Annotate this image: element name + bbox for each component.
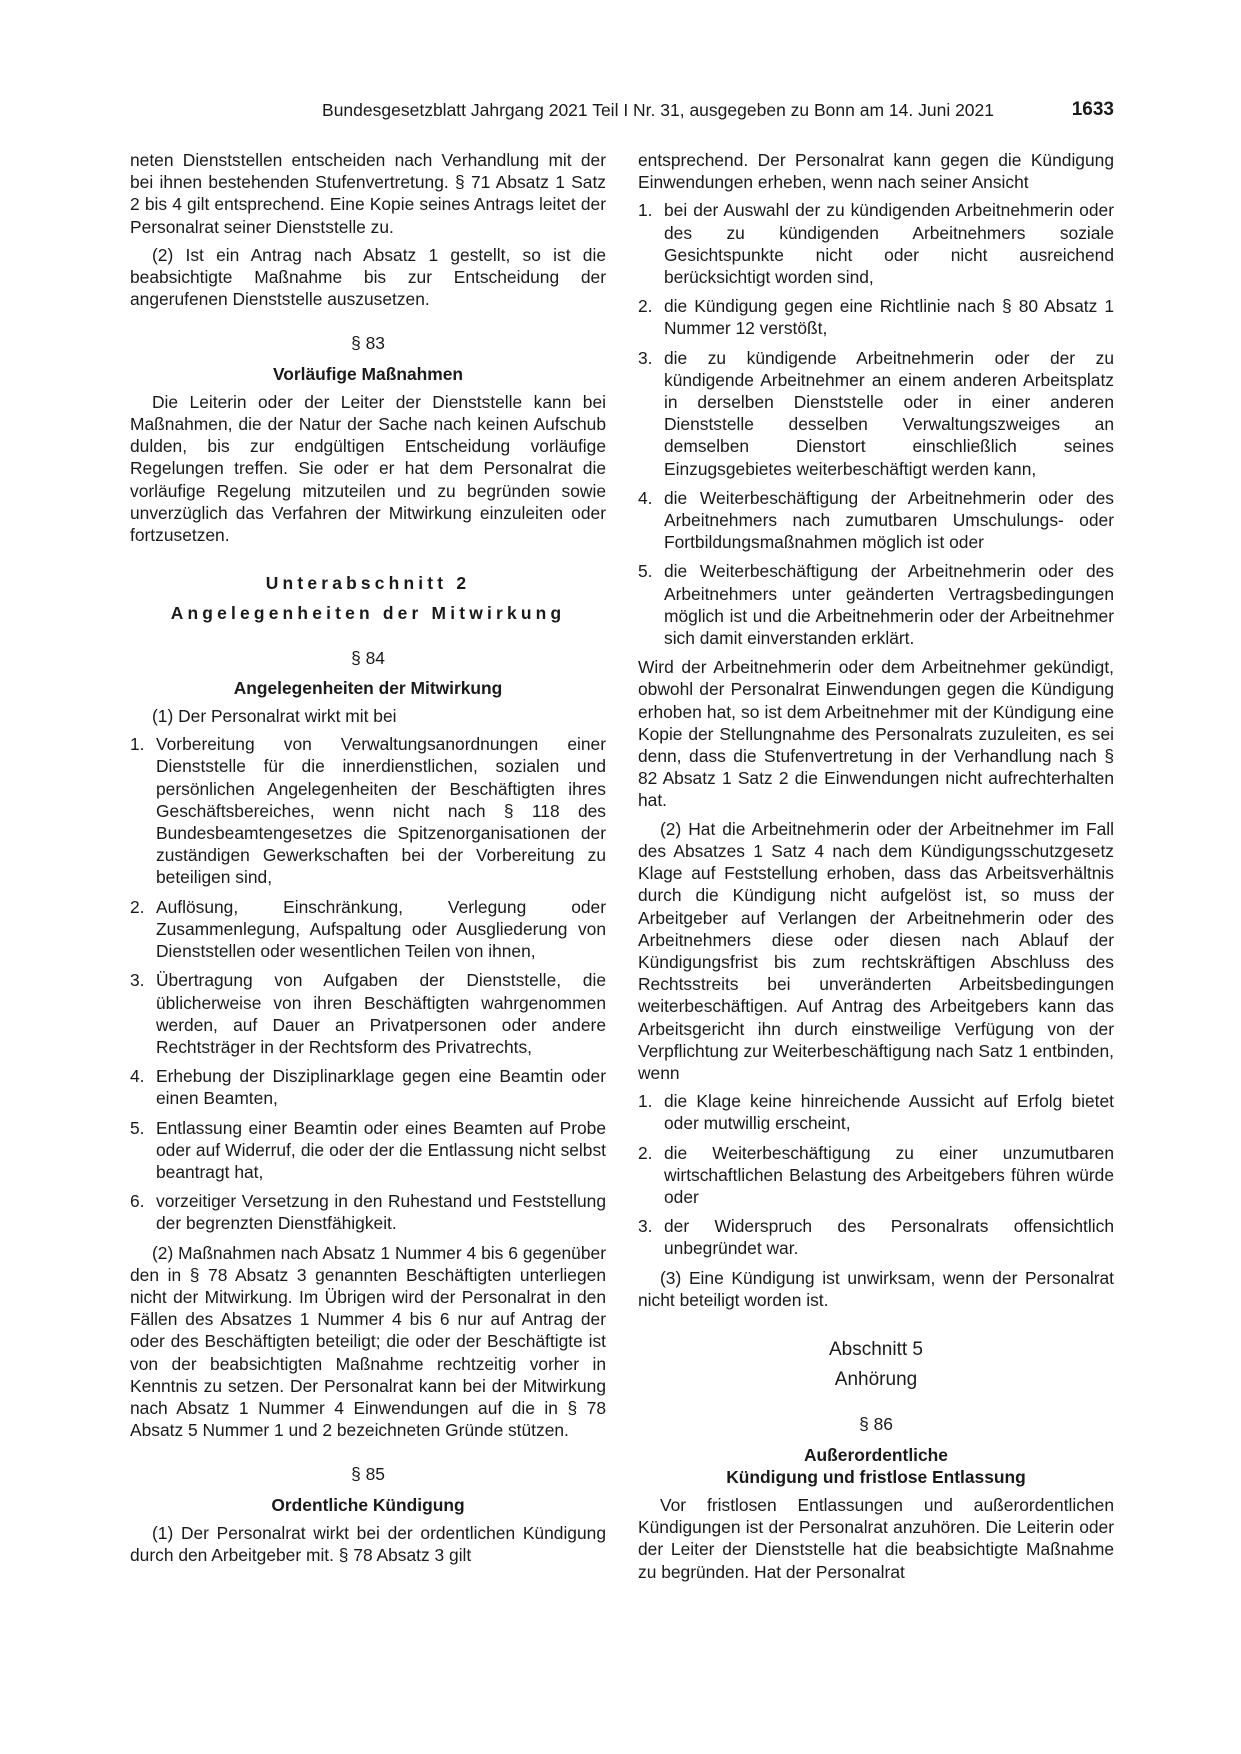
list-number: 4. (638, 487, 653, 508)
list-text: die Weiterbeschäftigung zu einer unzumutbaren wirtschaftlichen Belastung des Arbeitgebers führen würde oder (664, 1142, 1114, 1207)
section-number: § 83 (351, 333, 385, 354)
section-title: Angelegenheiten der Mitwirkung (233, 677, 503, 698)
page-number: 1633 (1071, 99, 1114, 120)
list-item (638, 347, 1114, 480)
list-number: 2. (130, 896, 145, 917)
section-title: Ordentliche Kündigung (271, 1494, 465, 1515)
paragraph: neten Dienststellen entscheiden nach Verhandlung mit der bei ihnen bestehenden Stufenvertretung. § 71 Absatz 1 Satz 2 bis 4 gilt entsprechend. Eine Kopie seines Antrags leitet der Personalrat seiner Dienststelle zu. (130, 150, 606, 237)
list-number: 2. (638, 1142, 653, 1163)
list-item (638, 199, 1114, 288)
list-number: 1. (638, 1091, 653, 1112)
list-item (130, 896, 606, 963)
list-number: 1. (130, 734, 145, 755)
list-text: Vorbereitung von Verwaltungsanordnungen einer Dienststelle für die innerdienstlichen, sozialen und persönlichen Angelegenheiten der Beschäftigten ihres Geschäftsbereiches, wenn nicht nach § 118 des Bundesbeamtengesetzes die Spitzenorganisationen der zuständigen Gewerkschaften bei der Vorbereitung zu beteiligen sind, (156, 734, 606, 888)
list-text: die Weiterbeschäftigung der Arbeitnehmerin oder des Arbeitnehmers nach zumutbaren Umschulungs- oder Fortbildungsmaßnahmen möglich ist oder (664, 487, 1114, 553)
section-number: § 85 (351, 1464, 385, 1485)
list-text: Auflösung, Einschränkung, Verlegung oder Zusammenlegung, Aufspaltung oder Ausgliederung von Dienststellen oder wesentlichen Teilen von ihnen, (156, 896, 606, 962)
list-text: Übertragung von Aufgaben der Dienststelle, die üblicherweise von ihren Beschäftigten wahrgenommen werden, auf Dauer an Privatpersonen oder andere Rechtsträger in der Rechtsform des Privatrechts, (156, 970, 606, 1057)
list-item (130, 969, 606, 1058)
numbered-list (130, 733, 606, 1234)
list-item (130, 733, 606, 888)
list-text: die Kündigung gegen eine Richtlinie nach § 80 Absatz 1 Nummer 12 verstößt, (664, 296, 1114, 339)
paragraph: (1) Der Personalrat wirkt mit bei (152, 706, 397, 727)
list-item (638, 1090, 1114, 1134)
list-number: 6. (130, 1191, 145, 1212)
section-title: Vorläufige Maßnahmen (272, 363, 464, 384)
list-item (638, 487, 1114, 554)
list-item (638, 1142, 1114, 1209)
section-title: Außerordentliche (804, 1444, 948, 1465)
section-number: § 86 (859, 1414, 893, 1435)
numbered-list (638, 1090, 1114, 1259)
list-number: 3. (130, 970, 145, 991)
list-item (130, 1190, 606, 1234)
list-number: 5. (638, 561, 653, 582)
list-text: bei der Auswahl der zu kündigenden Arbeitnehmerin oder des zu kündigenden Arbeitnehmers soziale Gesichtspunkte nicht oder nicht ausreichend berücksichtigt worden sind, (664, 200, 1114, 288)
list-text: die Weiterbeschäftigung der Arbeitnehmerin oder des Arbeitnehmers unter geänderten Vertragsbedingungen möglich ist und die Arbeitnehmerin oder der Arbeitnehmer sich damit einverstanden erklärt. (664, 561, 1114, 649)
list-number: 2. (638, 296, 653, 317)
paragraph: Wird der Arbeitnehmerin oder dem Arbeitnehmer gekündigt, obwohl der Personalrat Einwendungen gegen die Kündigung erhoben hat, so ist dem Arbeitnehmer mit der Kündigung eine Kopie der Stellungnahme des Personalrats zuzuleiten, es sei denn, dass die Stufenvertretung in der Verhandlung nach § 82 Absatz 1 Satz 2 die Einwendungen nicht aufrechterhalten hat. (638, 657, 1114, 811)
paragraph: Vor fristlosen Entlassungen und außerordentlichen Kündigungen ist der Personalrat anzuhören. Die Leiterin oder der Leiter der Dienststelle hat die beabsichtigte Maßnahme zu begründen. Hat der Personalrat (638, 1494, 1114, 1582)
list-text: die zu kündigende Arbeitnehmerin oder der zu kündigende Arbeitnehmer an einem anderen Arbeitsplatz in derselben Dienststelle oder in einer anderen Dienststelle desselben Verwaltungszweiges an demselben Dienstort einschließlich seines Einzugsgebietes weiterbeschäftigt werden kann, (664, 347, 1114, 479)
list-text: Entlassung einer Beamtin oder eines Beamten auf Probe oder auf Widerruf, die oder der die Entlassung nicht selbst beantragt hat, (156, 1117, 606, 1182)
list-number: 4. (130, 1066, 145, 1087)
section-number: § 84 (351, 647, 385, 668)
list-text: der Widerspruch des Personalrats offensichtlich unbegründet war. (664, 1216, 1114, 1259)
list-number: 3. (638, 1216, 653, 1237)
chapter-title: Anhörung (834, 1369, 918, 1391)
numbered-list (638, 199, 1114, 649)
list-number: 3. (638, 347, 653, 368)
list-item (130, 1117, 606, 1184)
subsection-title: Angelegenheiten der Mitwirkung (170, 603, 566, 624)
list-item (638, 1215, 1114, 1259)
paragraph: Die Leiterin oder der Leiter der Dienststelle kann bei Maßnahmen, die der Natur der Sache nach keinen Aufschub dulden, bis zur endgültigen Entscheidung vorläufige Regelungen treffen. Sie oder er hat dem Personalrat die vorläufige Regelung mitzuteilen und zu begründen sowie unverzüglich das Verfahren der Mitwirkung einzuleiten oder fortzusetzen. (130, 391, 606, 546)
section-title: Kündigung und fristlose Entlassung (726, 1466, 1026, 1487)
subsection-label: Unterabschnitt 2 (265, 573, 471, 594)
page-header (130, 100, 1114, 126)
paragraph: entsprechend. Der Personalrat kann gegen die Kündigung Einwendungen erheben, wenn nach seiner Ansicht (638, 150, 1114, 193)
running-title: Bundesgesetzblatt Jahrgang 2021 Teil I Nr. 31, ausgegeben zu Bonn am 14. Juni 2021 (322, 100, 994, 120)
paragraph: (2) Maßnahmen nach Absatz 1 Nummer 4 bis 6 gegenüber den in § 78 Absatz 3 genannten Beschäftigten unterliegen nicht der Mitwirkung. Im Übrigen wird der Personalrat in den Fällen des Absatzes 1 Nummer 4 bis 6 nur auf Antrag der oder des Beschäftigten beteiligt; die oder der Beschäftigte ist von der beabsichtigten Maßnahme rechtzeitig vorher in Kenntnis zu setzen. Der Personalrat kann bei der Mitwirkung nach Absatz 1 Nummer 4 Einwendungen auf die in § 78 Absatz 5 Nummer 1 und 2 bezeichneten Gründe stützen. (130, 1242, 606, 1441)
chapter-label: Abschnitt 5 (829, 1338, 923, 1360)
list-item (638, 295, 1114, 339)
list-item (130, 1065, 606, 1109)
paragraph: (2) Ist ein Antrag nach Absatz 1 gestellt, so ist die beabsichtigte Maßnahme bis zur Entscheidung der angerufenen Dienststelle auszusetzen. (130, 244, 606, 310)
list-text: Erhebung der Disziplinarklage gegen eine Beamtin oder einen Beamten, (156, 1066, 606, 1109)
left-column (130, 149, 606, 1572)
paragraph: (3) Eine Kündigung ist unwirksam, wenn der Personalrat nicht beteiligt worden ist. (638, 1267, 1114, 1310)
list-item (638, 560, 1114, 649)
list-number: 5. (130, 1117, 145, 1138)
right-column (638, 149, 1114, 1589)
list-text: die Klage keine hinreichende Aussicht auf Erfolg bietet oder mutwillig erscheint, (664, 1091, 1114, 1134)
paragraph: (2) Hat die Arbeitnehmerin oder der Arbeitnehmer im Fall des Absatzes 1 Satz 4 nach dem Kündigungsschutzgesetz Klage auf Feststellung erhoben, dass das Arbeitsverhältnis durch die Kündigung nicht aufgelöst ist, so muss der Arbeitgeber auf Verlangen der Arbeitnehmerin oder des Arbeitnehmers diese oder diesen nach Ablauf der Kündigungsfrist bis zum rechtskräftigen Abschluss des Rechtsstreits bei unveränderten Arbeitsbedingungen weiterbeschäftigen. Auf Antrag des Arbeitgebers kann das Arbeitsgericht ihn durch einstweilige Verfügung von der Verpflichtung zur Weiterbeschäftigung nach Satz 1 entbinden, wenn (638, 818, 1114, 1083)
list-text: vorzeitiger Versetzung in den Ruhestand und Feststellung der begrenzten Dienstfähigkeit. (156, 1191, 606, 1234)
list-number: 1. (638, 200, 653, 221)
paragraph: (1) Der Personalrat wirkt bei der ordentlichen Kündigung durch den Arbeitgeber mit. § 78 Absatz 3 gilt (130, 1522, 606, 1565)
